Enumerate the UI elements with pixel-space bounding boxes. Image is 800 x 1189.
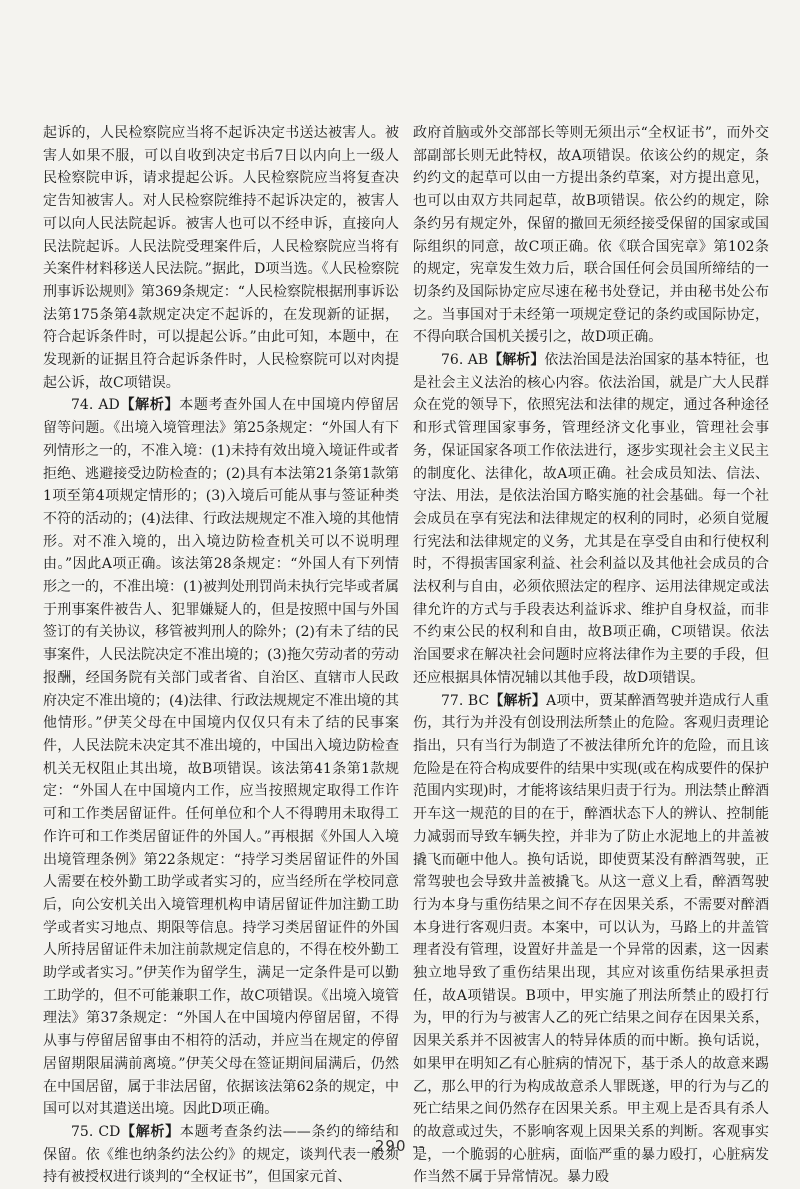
paragraph-continuation: 起诉的，人民检察院应当将不起诉决定书送达被害人。被害人如果不服，可以自收到决定书后7日以内向上一级人民检察院申诉，请求提起公诉。人民检察院应当将复查决定告知被害人。对人民检察院维持不起诉决定的，被害人可以向人民法院起诉。被害人也可以不经申诉，直接向人民法院起诉。人民法院受理案件后，人民检察院应当将有关案件材料移送人民法院。”据此，D项当选。《人民检察院刑事诉讼规则》第369条规定：“人民检察院根据刑事诉讼法第175条第4款规定决定不起诉的，在发现新的证据，符合起诉条件时，可以提起公诉。”由此可知，本题中，在发现新的证据且符合起诉条件时，人民检察院可以对肉提起公诉，故C项错误。 [43,125,399,391]
answer-number: 74. AD [71,397,120,414]
paragraph-continuation: 政府首脑或外交部部长等则无须出示“全权证书”，而外交部副部长则无此特权，故A项错误。依该公约的规定，条约约文的起草可以由一方提出条约草案，对方提出意见，也可以由双方共同起草，故B项错误。依公约的规定，除条约另有规定外，保留的撤回无须经接受保留的国家或国际组织的同意，故C项正确。依《联合国宪章》第102条的规定，宪章发生效力后，联合国任何会员国所缔结的一切条约及国际协定应尽速在秘书处登记，并由秘书处公布之。当事国对于未经第一项规定登记的条约或国际协定，不得向联合国机关援引之，故D项正确。 [413,125,769,346]
analysis-text: 本题考查外国人在中国境内停留居留等问题。《出境入境管理法》第25条规定：“外国人有下列情形之一的，不准入境：(1)未持有效出境入境证件或者拒绝、逃避接受边防检查的；(2)具有本法第21条第1款第1项至第4项规定情形的；(3)入境后可能从事与签证种类不符的活动的；(4)法律、行政法规规定不准入境的其他情形。对不准入境的，出入境边防检查机关可以不说明理由。”因此A项正确。该法第28条规定：“外国人有下列情形之一的，不准出境：(1)被判处刑罚尚未执行完毕或者属于刑事案件被告人、犯罪嫌疑人的，但是按照中国与外国签订的有关协议，移管被判刑人的除外；(2)有未了结的民事案件，人民法院决定不准出境的；(3)拖欠劳动者的劳动报酬，经国务院有关部门或者省、自治区、直辖市人民政府决定不准出境的；(4)法律、行政法规规定不准出境的其他情形。”伊芙父母在中国境内仅仅只有未了结的民事案件，人民法院未决定其不准出境的，中国出入境边防检查机关无权阻止其出境，故B项错误。该法第41条第1款规定：“外国人在中国境内工作，应当按照规定取得工作许可和工作类居留证件。任何单位和个人不得聘用未取得工作许可和工作类居留证件的外国人。”再根据《外国人入境出境管理条例》第22条规定：“持学习类居留证件的外国人需要在校外勤工助学或者实习的，应当经所在学校同意后，向公安机关出入境管理机构申请居留证件加注勤工助学或者实习地点、期限等信息。持学习类居留证件的外国人所持居留证件未加注前款规定信息的，不得在校外勤工助学或者实习。”伊芙作为留学生，满足一定条件是可以勤工助学的，但不可能兼职工作，故C项错误。《出境入境管理法》第37条规定：“外国人在中国境内停留居留，不得从事与停留居留事由不相符的活动，并应当在规定的停留居留期限届满前离境。”伊芙父母在签证期间届满后，仍然在中国居留，属于非法居留，依据该法第62条的规定，中国可以对其遣送出境。因此D项正确。 [43,397,399,1118]
analysis-tag: 【解析】 [488,352,545,369]
analysis-text: A项中，贾某醉酒驾驶并造成行人重伤，其行为并没有创设刑法所禁止的危险。客观归责理论指出，只有当行为制造了不被法律所允许的危险，而且该危险是在符合构成要件的结果中实现(或在构成要件的保护范围内实现)时，才能将该结果归责于行为。刑法禁止醉酒开车这一规范的目的在于，醉酒状态下人的辨认、控制能力减弱而导致车辆失控，并非为了防止水泥地上的井盖被撬飞而砸中他人。换句话说，即使贾某没有醉酒驾驶，正常驾驶也会导致井盖被撬飞。从这一意义上看，醉酒驾驶行为本身与重伤结果之间不存在因果关系，不需要对醉酒本身进行客观归责。本案中，可以认为，马路上的井盖管理者没有管理，设置好井盖是一个异常的因素，这一因素独立地导致了重伤结果出现，其应对该重伤结果承担责任，故A项错误。B项中，甲实施了刑法所禁止的殴打行为，甲的行为与被害人乙的死亡结果之间存在因果关系，因果关系并不因被害人的特异体质的而中断。换句话说，如果甲在明知乙有心脏病的情况下，基于杀人的故意来踢乙，那么甲的行为构成故意杀人罪既遂，甲的行为与乙的死亡结果之间仍然存在因果关系。甲主观上是否具有杀人的故意或过失，不影响客观上因果关系的判断。客观事实是，一个脆弱的心脏病，面临严重的暴力殴打，心脏病发作当然不属于异常情况。暴力殴 [413,692,769,1186]
analysis-tag: 【解析】 [489,692,547,709]
page-number: 290 -- [374,1137,426,1155]
answer-number: 76. AB [441,352,489,369]
answer-number: 75. CD [71,1123,121,1140]
answer-77 [413,690,769,1189]
answer-74 [43,394,399,1121]
answer-76 [413,349,769,690]
answer-number: 77. BC [441,692,490,709]
analysis-tag: 【解析】 [119,397,180,414]
analysis-text: 依法治国是法治国家的基本特征，也是社会主义法治的核心内容。依法治国，就是广大人民群众在党的领导下，依照宪法和法律的规定，通过各种途径和形式管理国家事务，管理经济文化事业，管理社会事务，保证国家各项工作依法进行，逐步实现社会主义民主的制度化、法律化，故A项正确。社会成员知法、信法、守法、用法，是依法治国方略实施的社会基础。每一个社会成员在享有宪法和法律规定的权利的同时，必须自觉履行宪法和法律规定的义务，尤其是在享受自由和行使权利时，不得损害国家利益、社会利益以及其他社会成员的合法权利与自由，必须依照法定的程序、运用法律规定或法律允许的方式与手段表达利益诉求、维护自身权益，而非不约束公民的权利和自由，故B项正确，C项错误。依法治国要求在解决社会问题时应将法律作为主要的手段，但还应根据具体情况辅以其他手段，故D项错误。 [413,352,769,686]
analysis-tag: 【解析】 [120,1123,180,1140]
right-column [413,122,769,1186]
analysis-text: 本题考查条约法——条约的缔结和保留。依《维也纳条约法公约》的规定，谈判代表一般须持有被授权进行谈判的“全权证书”，但国家元首、 [43,1123,400,1186]
